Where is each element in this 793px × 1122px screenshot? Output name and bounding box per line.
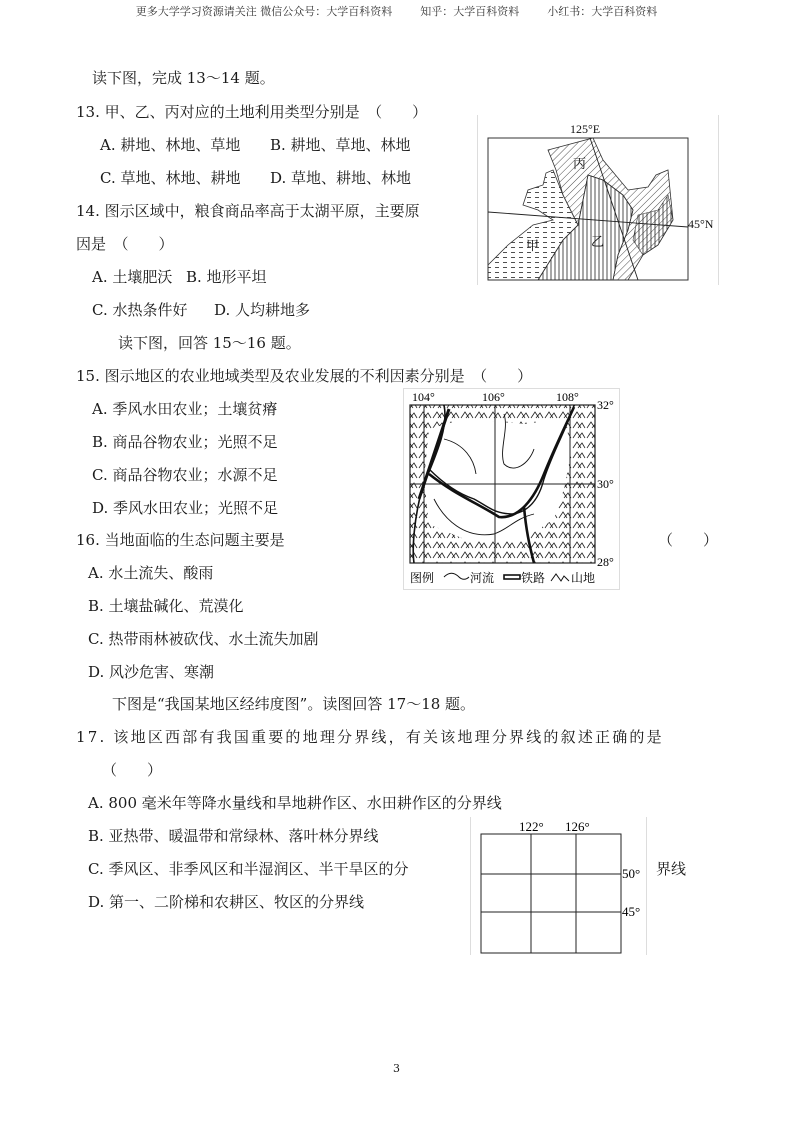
option: C. 季风区、非季风区和半湿润区、半干旱区的分 bbox=[88, 860, 409, 878]
label-yi: 乙 bbox=[591, 235, 605, 250]
sichuan-basin-map bbox=[403, 388, 620, 590]
option: D. 草地、耕地、林地 bbox=[270, 169, 412, 187]
legend-river-icon bbox=[444, 573, 469, 579]
page-header bbox=[0, 3, 793, 19]
option: D. 人均耕地多 bbox=[214, 301, 311, 319]
option: D. 第一、二阶梯和农耕区、牧区的分界线 bbox=[88, 893, 365, 911]
question-stem: 15. 图示地区的农业地域类型及农业发展的不利因素分别是 （ ） bbox=[76, 367, 533, 385]
latitude-label: 30° bbox=[597, 477, 614, 491]
latitude-label: 50° bbox=[622, 866, 641, 881]
legend-title: 图例 bbox=[410, 571, 435, 585]
header-item: 知乎：大学百科资料 bbox=[420, 5, 520, 18]
option: B. 耕地、草地、林地 bbox=[270, 136, 411, 154]
section-intro: 下图是“我国某地区经纬度图”。读图回答 17～18 题。 bbox=[112, 695, 476, 713]
answer-bracket: （ ） bbox=[102, 761, 163, 779]
latitude-label: 45° bbox=[622, 904, 641, 919]
option: C. 水热条件好 bbox=[92, 301, 188, 319]
label-jia: 甲 bbox=[526, 239, 540, 254]
option: A. 季风水田农业；土壤贫瘠 bbox=[92, 400, 278, 418]
longitude-label: 125°E bbox=[570, 122, 601, 136]
longitude-label: 104° bbox=[412, 390, 435, 404]
option: D. 风沙危害、寒潮 bbox=[88, 663, 215, 681]
lat-long-grid-map bbox=[470, 817, 647, 955]
option: C. 草地、林地、耕地 bbox=[100, 169, 241, 187]
option: A. 耕地、林地、草地 bbox=[100, 136, 241, 154]
latitude-label: 45°N bbox=[688, 217, 714, 231]
option: B. 亚热带、暖温带和常绿林、落叶林分界线 bbox=[88, 827, 379, 845]
legend-river-label: 河流 bbox=[470, 571, 495, 585]
legend-mountain-icon bbox=[551, 574, 569, 581]
legend-railway-icon bbox=[504, 575, 520, 579]
option: C. 商品谷物农业；水源不足 bbox=[92, 466, 278, 484]
question-stem: 13. 甲、乙、丙对应的土地利用类型分别是 （ ） bbox=[76, 103, 428, 121]
option: A. 土壤肥沃 bbox=[92, 268, 173, 286]
section-intro: 读下图，完成 13～14 题。 bbox=[92, 69, 275, 87]
answer-bracket: （ ） bbox=[658, 531, 719, 549]
option: B. 地形平坦 bbox=[186, 268, 267, 286]
option: C. 热带雨林被砍伐、水土流失加剧 bbox=[88, 630, 319, 648]
option: A. 水土流失、酸雨 bbox=[88, 564, 214, 582]
question-stem: 17. 该地区西部有我国重要的地理分界线，有关该地理分界线的叙述正确的是 bbox=[76, 728, 664, 746]
longitude-label: 122° bbox=[519, 819, 544, 834]
latitude-label: 32° bbox=[597, 398, 614, 412]
legend-mountain-label: 山地 bbox=[571, 571, 596, 585]
option-continuation: 界线 bbox=[656, 860, 687, 878]
question-stem: 因是 （ ） bbox=[76, 235, 174, 253]
option: D. 季风水田农业；光照不足 bbox=[92, 499, 279, 517]
longitude-label: 106° bbox=[482, 390, 505, 404]
option: A. 800 毫米年等降水量线和旱地耕作区、水田耕作区的分界线 bbox=[88, 794, 502, 812]
label-bing: 丙 bbox=[573, 157, 587, 172]
question-stem: 14. 图示区域中，粮食商品率高于太湖平原，主要原 bbox=[76, 202, 420, 220]
question-stem: 16. 当地面临的生态问题主要是 bbox=[76, 531, 285, 549]
longitude-label: 108° bbox=[556, 390, 579, 404]
legend-railway-label: 铁路 bbox=[521, 571, 546, 585]
header-item: 更多大学学习资源请关注 微信公众号：大学百科资料 bbox=[135, 5, 393, 18]
page-number: 3 bbox=[393, 1062, 400, 1075]
latitude-label: 28° bbox=[597, 555, 614, 569]
option: B. 商品谷物农业；光照不足 bbox=[92, 433, 278, 451]
land-use-map bbox=[477, 115, 719, 285]
header-item: 小红书：大学百科资料 bbox=[547, 5, 658, 18]
option: B. 土壤盐碱化、荒漠化 bbox=[88, 597, 244, 615]
section-intro: 读下图，回答 15～16 题。 bbox=[118, 334, 301, 352]
longitude-label: 126° bbox=[565, 819, 590, 834]
